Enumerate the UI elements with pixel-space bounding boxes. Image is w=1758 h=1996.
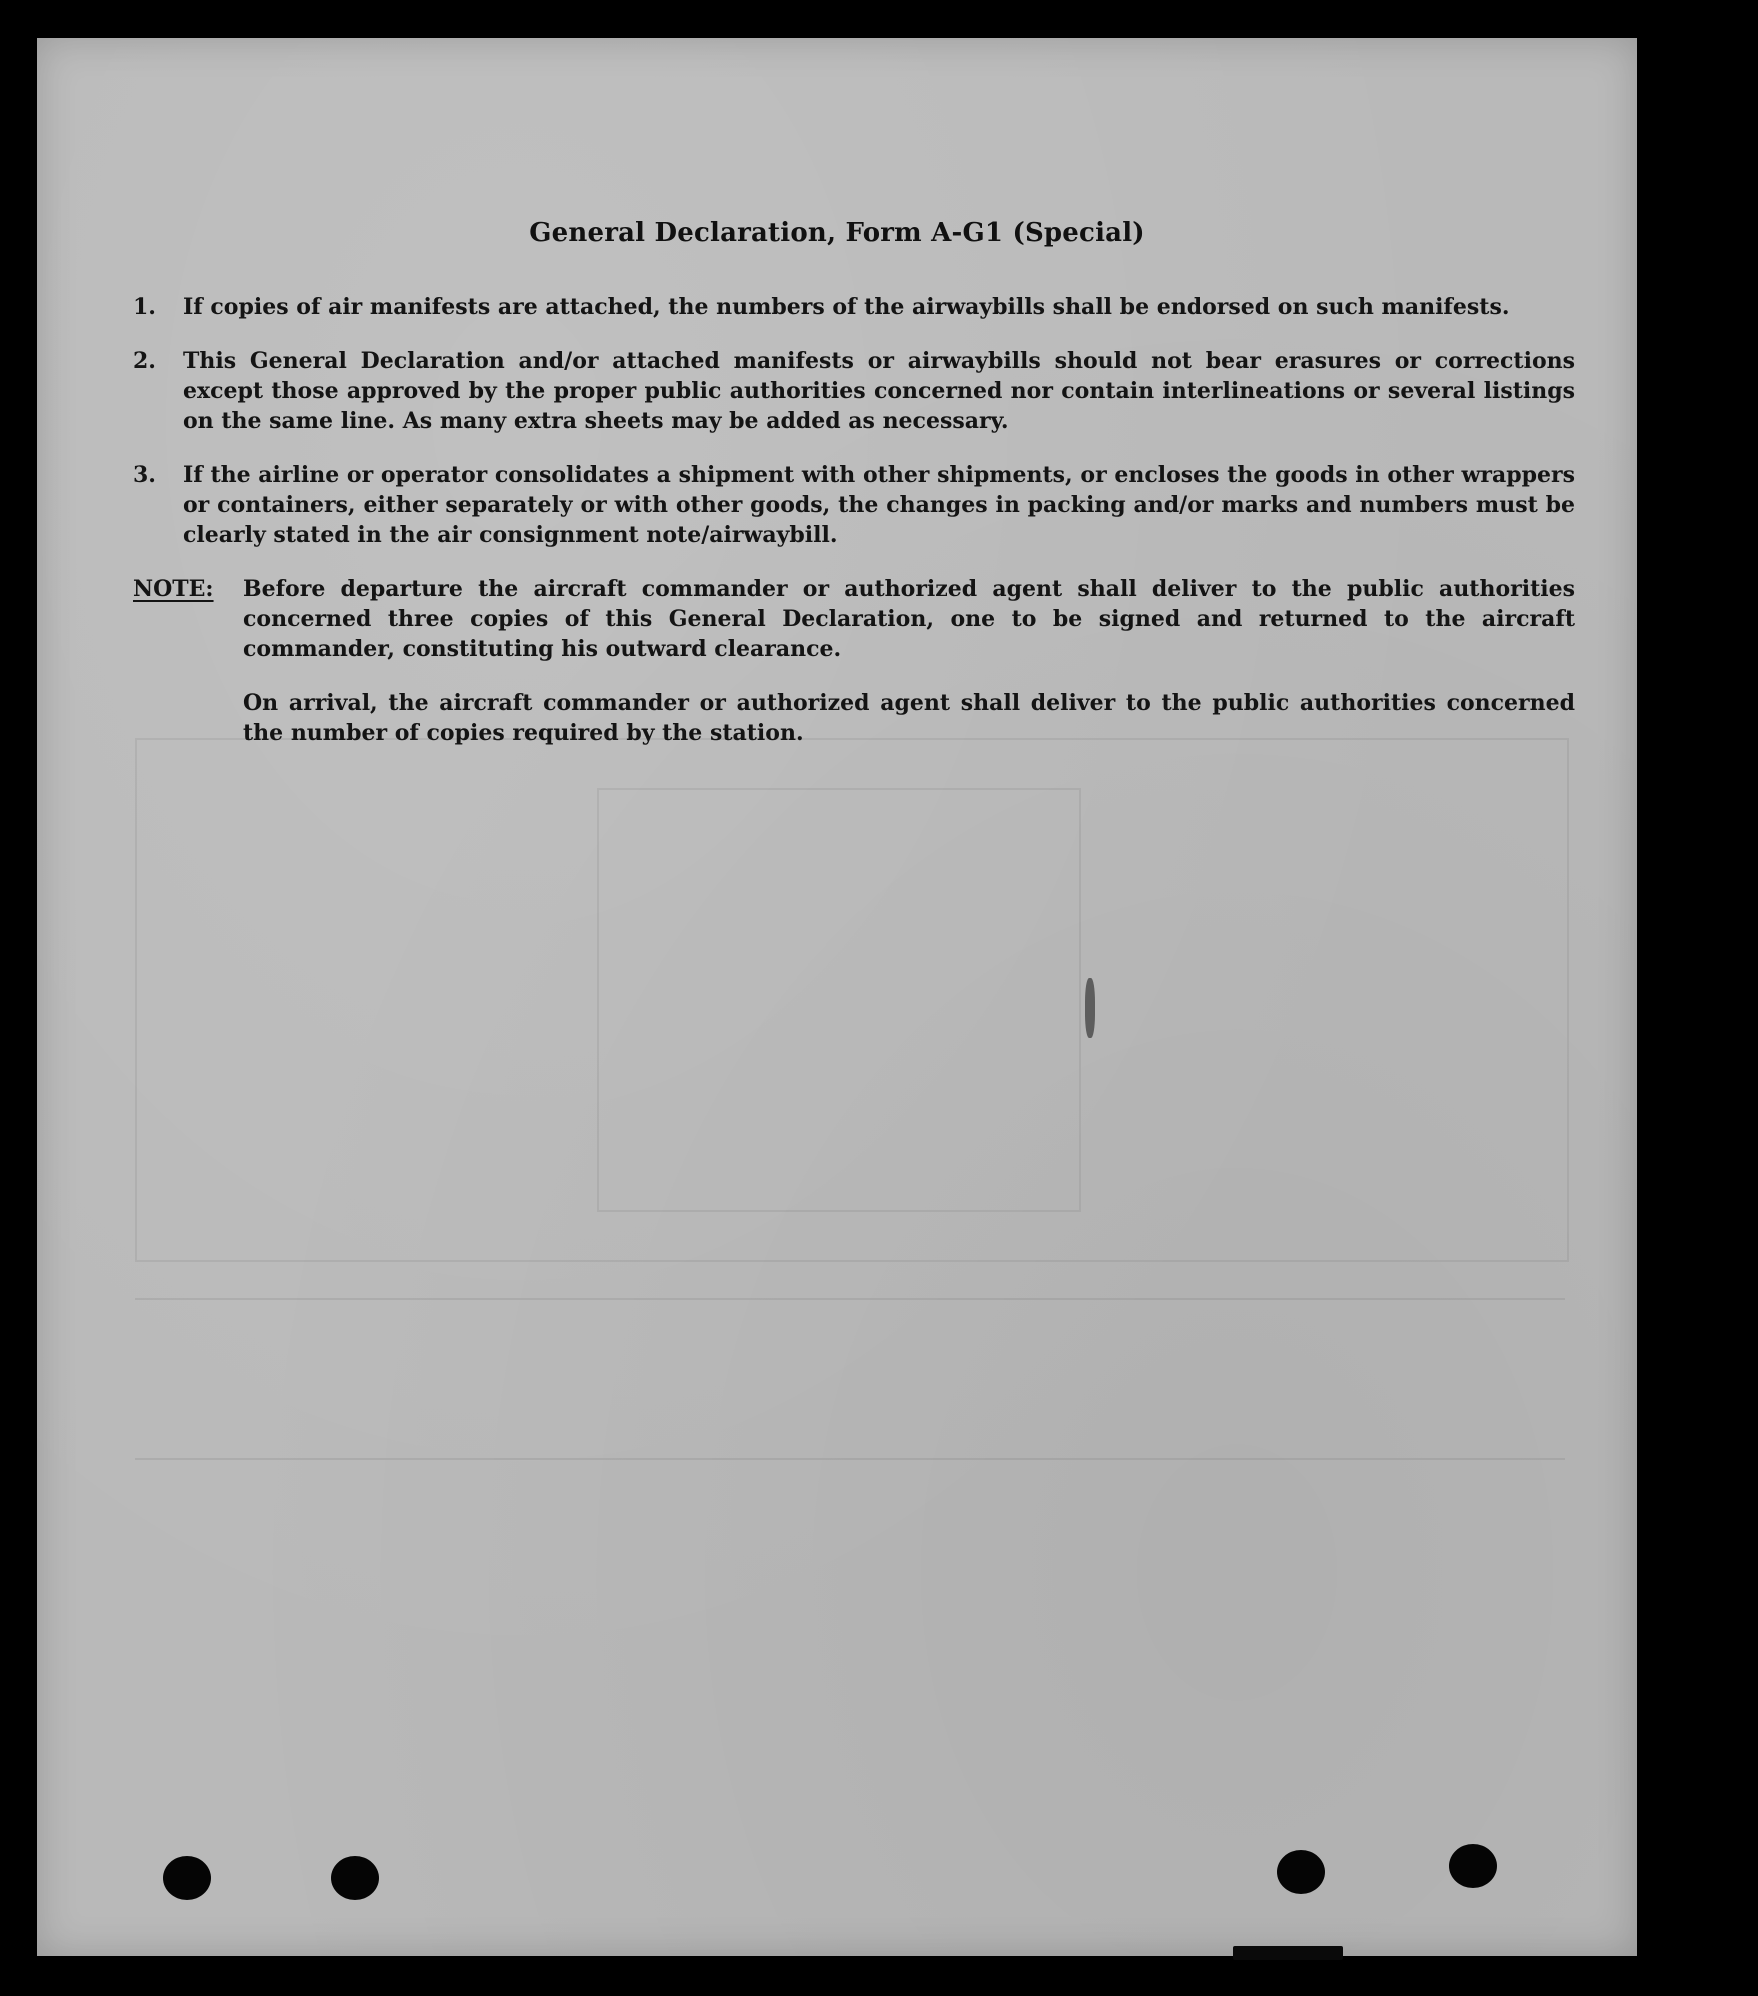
item-text: If the airline or operator consolidates a shipment with other shipments, or encloses the goods in other wrappers or containers, either separately or with other goods, the changes in packing and/or marks and numbers must be clearly stated in the air consignment note/airwaybill. — [183, 462, 1575, 548]
note-paragraph-2: On arrival, the aircraft commander or authorized agent shall deliver to the public authorities concerned the number of copies required by the station. — [243, 690, 1575, 746]
punch-hole — [1449, 1844, 1497, 1888]
item-number: 1. — [133, 294, 156, 320]
item-number: 2. — [133, 348, 156, 374]
punch-hole — [331, 1856, 379, 1900]
note-label: NOTE: — [133, 576, 214, 602]
note-paragraph-1: Before departure the aircraft commander or authorized agent shall deliver to the public authorities concerned three copies of this General Declaration, one to be signed and returned to the aircraft commander, constituting his outward clearance. — [243, 576, 1575, 662]
edge-tear — [1233, 1946, 1343, 1960]
item-number: 3. — [133, 462, 156, 488]
page-title: General Declaration, Form A-G1 (Special) — [529, 218, 1145, 248]
punch-hole — [1277, 1850, 1325, 1894]
bleed-through-inner-box — [597, 788, 1081, 1212]
instruction-item-1 — [133, 292, 1575, 322]
item-text: If copies of air manifests are attached, the numbers of the airwaybills shall be endorsed on such manifests. — [183, 294, 1510, 320]
instruction-item-3 — [133, 460, 1575, 550]
bleed-through-rule — [135, 1458, 1565, 1460]
note-block — [133, 574, 1575, 748]
instruction-item-2 — [133, 346, 1575, 436]
document-page — [37, 38, 1637, 1956]
ink-smudge — [1085, 978, 1095, 1038]
bleed-through-rule — [135, 1298, 1565, 1300]
item-text: This General Declaration and/or attached manifests or airwaybills should not bear erasures or corrections except those approved by the proper public authorities concerned nor contain interlineations or several listings on the same line. As many extra sheets may be added as necessary. — [183, 348, 1575, 434]
punch-hole — [163, 1856, 211, 1900]
